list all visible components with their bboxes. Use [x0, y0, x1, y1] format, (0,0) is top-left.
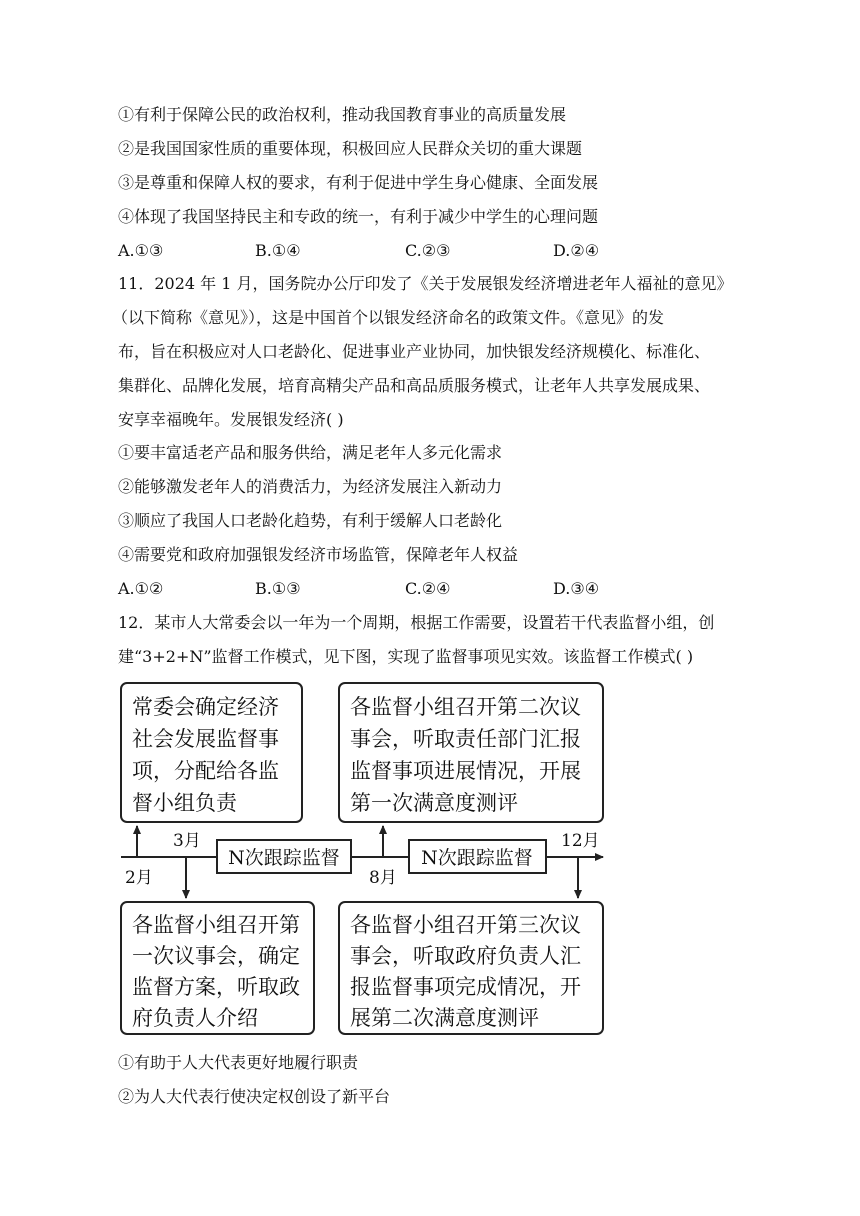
- q11-stem-line-2: （以下简称《意见》），这是中国首个以银发经济命名的政策文件。《意见》的发: [112, 308, 665, 327]
- box2-line-3: 监督事项进展情况，开展: [350, 759, 581, 783]
- month-mar: 3月: [173, 831, 201, 851]
- box1-line-3: 项，分配给各监: [132, 759, 279, 783]
- q11-stem-line-5: 安享幸福晚年。发展银发经济( ): [118, 410, 344, 429]
- q10-option-d: D.②④: [553, 241, 600, 260]
- box1-line-2: 社会发展监督事: [132, 727, 279, 751]
- box2-line-1: 各监督小组召开第二次议: [350, 695, 581, 719]
- box1-line-4: 督小组负责: [132, 791, 237, 815]
- box3-line-1: 各监督小组召开第: [132, 913, 300, 937]
- q10-option-b: B.①④: [255, 241, 301, 260]
- q12-statement-2: ②为人大代表行使决定权创设了新平台: [118, 1087, 391, 1106]
- q11-statement-1: ①要丰富适老产品和服务供给，满足老年人多元化需求: [118, 443, 503, 462]
- month-feb: 2月: [125, 868, 153, 888]
- q12-stem-line-1: 12．某市人大常委会以一年为一个周期，根据工作需要，设置若干代表监督小组，创: [118, 613, 715, 632]
- box4-line-4: 展第二次满意度测评: [350, 1006, 539, 1030]
- month-dec: 12月: [561, 831, 600, 851]
- q10-option-c: C.②③: [405, 241, 451, 260]
- box2-line-4: 第一次满意度测评: [350, 791, 518, 815]
- box4-line-3: 报监督事项完成情况，开: [350, 975, 581, 999]
- q11-stem-line-4: 集群化、品牌化发展，培育高精尖产品和高品质服务模式，让老年人共享发展成果、: [118, 376, 711, 395]
- box3-line-2: 一次议事会，确定: [132, 944, 300, 968]
- q11-option-b: B.①③: [255, 579, 301, 598]
- q11-statement-4: ④需要党和政府加强银发经济市场监管，保障老年人权益: [118, 545, 519, 564]
- q12-stem-line-2: 建“3+2+N”监督工作模式，见下图，实现了监督事项见实效。该监督工作模式( ): [118, 647, 694, 666]
- q10-statement-3: ③是尊重和保障人权的要求，有利于促进中学生身心健康、全面发展: [118, 173, 599, 192]
- month-aug: 8月: [369, 868, 397, 888]
- box4-line-2: 事会，听取政府负责人汇: [350, 944, 581, 968]
- q11-stem-line-1: 11．2024 年 1 月，国务院办公厅印发了《关于发展银发经济增进老年人福祉的意见》: [118, 274, 733, 293]
- track-label-2: N次跟踪监督: [421, 847, 533, 869]
- q10-statement-1: ①有利于保障公民的政治权利，推动我国教育事业的高质量发展: [118, 105, 567, 124]
- q11-statement-3: ③顺应了我国人口老龄化趋势，有利于缓解人口老龄化: [118, 511, 503, 530]
- box3-line-4: 府负责人介绍: [132, 1006, 258, 1030]
- box4-line-1: 各监督小组召开第三次议: [350, 913, 581, 937]
- box3-line-3: 监督方案，听取政: [132, 975, 300, 999]
- q11-option-d: D.③④: [553, 579, 600, 598]
- q11-stem-line-3: 布，旨在积极应对人口老龄化、促进事业产业协同，加快银发经济规模化、标准化、: [118, 342, 711, 361]
- q12-statement-1: ①有助于人大代表更好地履行职责: [118, 1053, 359, 1072]
- q11-option-a: A.①②: [118, 579, 164, 598]
- box1-line-1: 常委会确定经济: [132, 695, 279, 719]
- q10-option-a: A.①③: [118, 241, 164, 260]
- track-label-1: N次跟踪监督: [228, 847, 340, 869]
- q10-statement-2: ②是我国国家性质的重要体现，积极回应人民群众关切的重大课题: [118, 139, 583, 158]
- q11-statement-2: ②能够激发老年人的消费活力，为经济发展注入新动力: [118, 477, 503, 496]
- q11-option-c: C.②④: [405, 579, 451, 598]
- q10-statement-4: ④体现了我国坚持民主和专政的统一，有利于减少中学生的心理问题: [118, 207, 599, 226]
- box2-line-2: 事会，听取责任部门汇报: [350, 727, 581, 751]
